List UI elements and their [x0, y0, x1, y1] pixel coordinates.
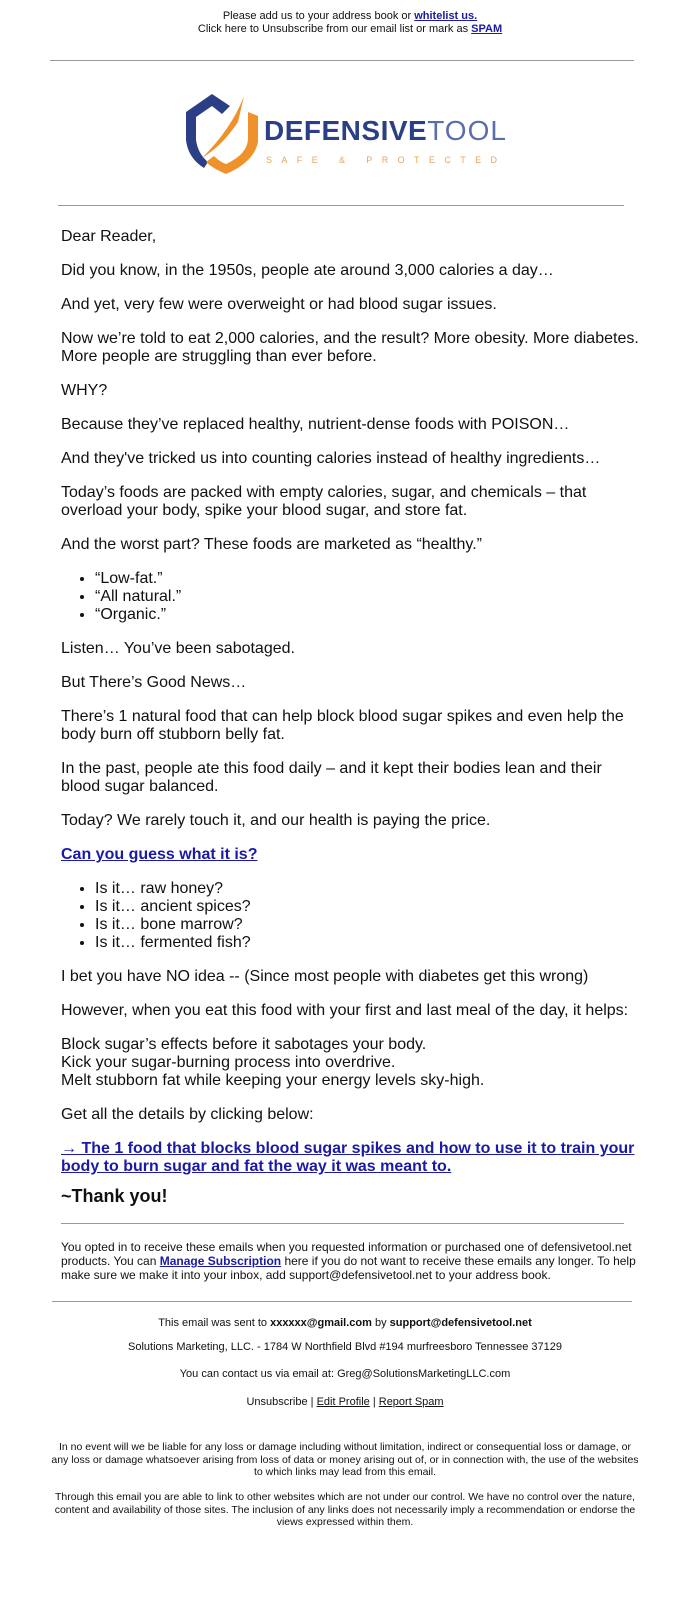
list-item: • “Low-fat.”: [95, 570, 641, 588]
recipient-email: xxxxxx@gmail.com: [270, 1317, 372, 1329]
paragraph: Today? We rarely touch it, and our health is paying the price.: [61, 812, 491, 829]
brand-name: [264, 115, 507, 147]
paragraph: Get all the details by clicking below:: [61, 1106, 314, 1123]
email-body: [61, 228, 641, 1192]
benefit-line: Melt stubborn fat while keeping your energy levels sky-high.: [61, 1072, 485, 1089]
guess-list: [61, 880, 641, 952]
liability-disclaimer: In no event will we be liable for any loss or damage including without limitation, indirect or consequential loss or damage, or any loss or damage whatsoever arising from loss of data or money arising out of, or in connection with, the use of the websites to which links may lead from this email.: [51, 1441, 639, 1478]
separator: |: [369, 1396, 379, 1408]
paragraph: But There’s Good News…: [61, 674, 247, 691]
list-item: • Is it… raw honey?: [95, 880, 641, 898]
signoff-divider: [61, 1223, 624, 1224]
paragraph: And yet, very few were overweight or had blood sugar issues.: [61, 296, 497, 313]
optin-text: here if you do not want to receive these emails any longer. To help make sure we make it into your inbox, add support@defensivetool.net to your address book.: [61, 1254, 636, 1282]
preheader-line-1: [0, 10, 700, 23]
preheader: [0, 10, 700, 36]
benefit-line: Kick your sugar-burning process into overdrive.: [61, 1054, 396, 1071]
list-item: • “Organic.”: [95, 606, 641, 624]
top-divider: [50, 60, 634, 61]
paragraph: WHY?: [61, 382, 108, 399]
paragraph: There’s 1 natural food that can help block blood sugar spikes and even help the body burn off stubborn belly fat.: [61, 708, 624, 743]
benefits-block: [61, 1036, 641, 1090]
brand-logo[interactable]: [182, 88, 542, 178]
brand-name-bold: DEFENSIVE: [264, 115, 428, 146]
separator: |: [307, 1396, 317, 1408]
edit-profile-link[interactable]: Edit Profile: [316, 1396, 370, 1408]
paragraph: Today’s foods are packed with empty calories, sugar, and chemicals – that overload your body, spike your blood sugar, and store fat.: [61, 484, 587, 519]
sent-info: [50, 1317, 640, 1330]
list-item: • Is it… ancient spices?: [95, 898, 641, 916]
list-item: • Is it… bone marrow?: [95, 916, 641, 934]
healthy-claims-list: [61, 570, 641, 624]
paragraph: Now we’re told to eat 2,000 calories, and the result? More obesity. More diabetes. More people are struggling than ever before.: [61, 330, 639, 365]
paragraph: Because they’ve replaced healthy, nutrient-dense foods with POISON…: [61, 416, 570, 433]
report-spam-link[interactable]: Report Spam: [378, 1396, 444, 1408]
paragraph: Did you know, in the 1950s, people ate around 3,000 calories a day…: [61, 262, 554, 279]
sent-by-prefix: by: [371, 1317, 390, 1329]
paragraph: In the past, people ate this food daily – and it kept their bodies lean and their blood sugar balanced.: [61, 760, 602, 795]
footer-links: [50, 1396, 640, 1409]
footer-divider: [52, 1301, 632, 1302]
paragraph: And they've tricked us into counting calories instead of healthy ingredients…: [61, 450, 601, 467]
paragraph: Listen… You’ve been sabotaged.: [61, 640, 295, 657]
sender-email: support@defensivetool.net: [389, 1317, 532, 1329]
optin-notice: [61, 1240, 641, 1282]
brand-tagline: SAFE & PROTECTED: [266, 155, 507, 165]
benefit-line: Block sugar’s effects before it sabotages your body.: [61, 1036, 427, 1053]
optin-text: You opted in to receive these emails when you requested information or purchased one of defensivetool.net products. You can: [61, 1240, 632, 1268]
greeting: Dear Reader,: [61, 228, 157, 245]
unsubscribe-text: Click here to Unsubscribe from our email list or mark as: [197, 23, 472, 35]
contact-info: You can contact us via email at: Greg@SolutionsMarketingLLC.com: [179, 1368, 511, 1380]
manage-subscription-link[interactable]: Manage Subscription: [159, 1254, 282, 1268]
shield-icon: [182, 88, 262, 176]
list-item: • “All natural.”: [95, 588, 641, 606]
guess-link[interactable]: Can you guess what it is?: [61, 846, 258, 863]
signoff: ~Thank you!: [61, 1186, 168, 1206]
sent-prefix: This email was sent to: [158, 1317, 271, 1329]
list-item: • Is it… fermented fish?: [95, 934, 641, 952]
spam-link[interactable]: SPAM: [471, 23, 503, 35]
paragraph: And the worst part? These foods are marketed as “healthy.”: [61, 536, 482, 553]
links-disclaimer: Through this email you are able to link to other websites which are not under our control. We have no control over the nature, content and availability of those sites. The inclusion of any links does not necessarily imply a recommendation or endorse the views expressed within them.: [54, 1491, 636, 1528]
unsubscribe-link[interactable]: Unsubscribe: [246, 1396, 308, 1408]
cta-paragraph: [61, 1140, 641, 1176]
whitelist-link[interactable]: whitelist us.: [414, 10, 478, 22]
company-address: Solutions Marketing, LLC. - 1784 W Northfield Blvd #194 murfreesboro Tennessee 37129: [128, 1341, 562, 1353]
guess-paragraph: [61, 846, 641, 864]
cta-link[interactable]: → The 1 food that blocks blood sugar spikes and how to use it to train your body to burn sugar and fat the way it was meant to.: [61, 1140, 635, 1175]
paragraph: However, when you eat this food with your first and last meal of the day, it helps:: [61, 1002, 629, 1019]
header-divider: [58, 205, 624, 206]
brand-name-light: TOOL: [427, 115, 507, 146]
preheader-text: Please add us to your address book or: [222, 10, 415, 22]
preheader-line-2: [0, 23, 700, 36]
paragraph: I bet you have NO idea -- (Since most people with diabetes get this wrong): [61, 968, 589, 985]
